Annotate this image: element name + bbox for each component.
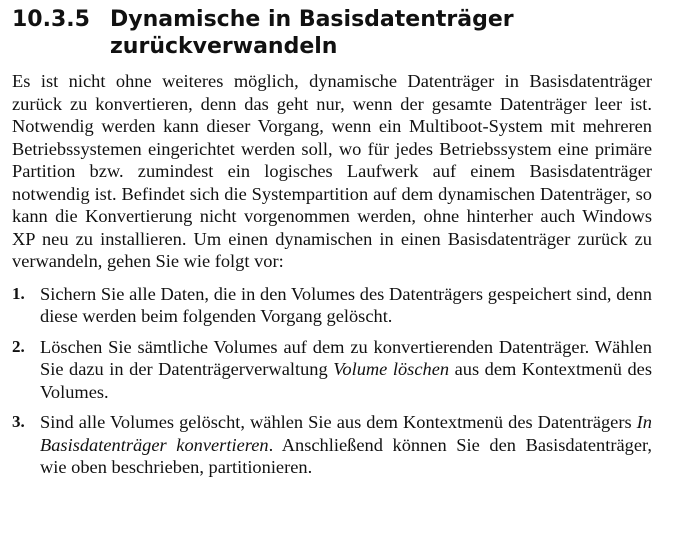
step-text-part: aus dem Kontextmenü des Volumes. [40, 359, 652, 402]
step-text-part: . Anschließend können Sie den Basisdatenträger, wie oben beschrieben, partitionieren. [40, 434, 652, 477]
step-text-part: Sind alle Volumes gelöscht, wählen Sie aus dem Kontextmenü des Datenträgers [40, 412, 637, 432]
section-title: Dynamische in Basisdatenträger zurückverwandeln [110, 7, 514, 59]
step-number: 3. [12, 412, 25, 431]
step-text-part: Sichern Sie alle Daten, die in den Volumes des Datenträgers gespeichert sind, denn diese werden beim folgenden Vorgang gelöscht. [40, 283, 652, 326]
step-item-2 [12, 336, 652, 404]
section-heading [12, 6, 652, 60]
step-item-1 [12, 283, 652, 328]
document-page [12, 6, 652, 487]
step-text [40, 411, 652, 479]
steps-list [12, 283, 652, 479]
step-item-3 [12, 411, 652, 479]
step-text-part: Löschen Sie sämtliche Volumes auf dem zu konvertierenden Datenträger. Wählen Sie dazu in der Datenträgerverwaltung [40, 336, 652, 379]
step-number: 1. [12, 283, 25, 303]
section-number: 10.3.5 [12, 7, 90, 32]
menu-command: In Basisdatenträger konvertieren [40, 412, 652, 455]
step-number: 2. [12, 336, 25, 356]
intro-paragraph: Es ist nicht ohne weiteres möglich, dynamische Datenträger in Basisdatenträger zurück zu konvertieren, denn das geht nur, wenn der gesamte Datenträger leer ist. Notwendig werden kann dieser Vorgang, wenn ein Multiboot-System mit mehreren Betriebssystemen eingerichtet werden soll, wo für jedes Betriebssystem eine primäre Partition bzw. zumindest ein logisches Laufwerk auf einem Basisdatenträger notwendig ist. Befindet sich die Systempartition auf dem dynamischen Datenträger, so kann die Konvertierung nicht vorgenommen werden, ohne hinterher auch Windows XP neu zu installieren. Um einen dynamischen in einen Basisdatenträger zurück zu verwandeln, gehen Sie wie folgt vor: [12, 71, 652, 271]
step-text [40, 283, 652, 328]
menu-command: Volume löschen [333, 359, 450, 379]
step-text [40, 336, 652, 404]
